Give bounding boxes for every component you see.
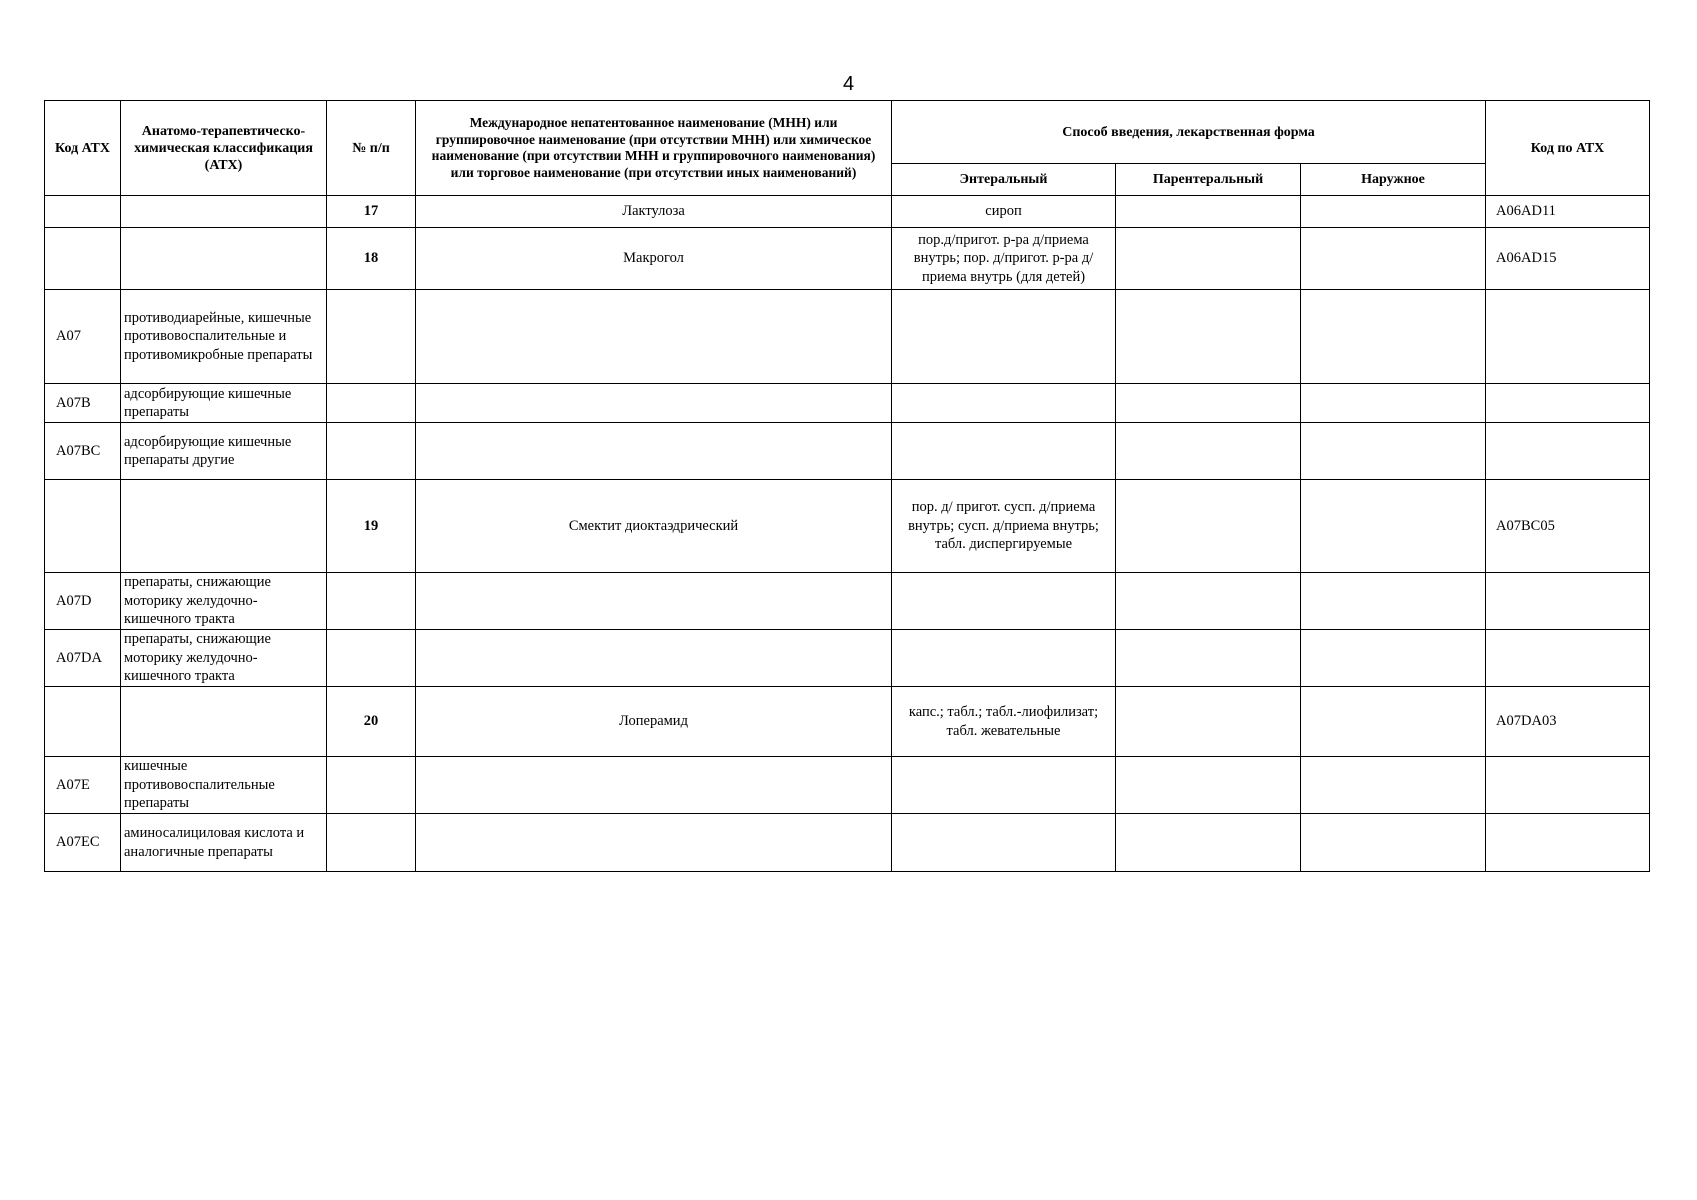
cell-parenteral bbox=[1116, 480, 1301, 573]
cell-enteral bbox=[892, 423, 1116, 480]
cell-parenteral bbox=[1116, 687, 1301, 757]
table-row bbox=[45, 228, 1650, 290]
cell-atc: A07DA03 bbox=[1486, 687, 1650, 757]
cell-parenteral bbox=[1116, 423, 1301, 480]
cell-parenteral bbox=[1116, 814, 1301, 872]
cell-atc bbox=[1486, 630, 1650, 687]
cell-external bbox=[1301, 573, 1486, 630]
header-number: № п/п bbox=[327, 101, 416, 196]
header-code: Код АТХ bbox=[45, 101, 121, 196]
cell-parenteral bbox=[1116, 757, 1301, 814]
header-route-group: Способ введения, лекарственная форма bbox=[892, 101, 1486, 164]
cell-name bbox=[416, 757, 892, 814]
cell-code: A07D bbox=[45, 573, 121, 630]
table-row bbox=[45, 480, 1650, 573]
cell-atc bbox=[1486, 757, 1650, 814]
cell-external bbox=[1301, 196, 1486, 228]
table-row bbox=[45, 573, 1650, 630]
cell-code: A07E bbox=[45, 757, 121, 814]
cell-name bbox=[416, 573, 892, 630]
page-number: 4 bbox=[842, 73, 855, 95]
cell-enteral: пор. д/ пригот. сусп. д/приема внутрь; сусп. д/приема внутрь; табл. диспергируемые bbox=[892, 480, 1116, 573]
cell-number: 17 bbox=[327, 196, 416, 228]
table-header bbox=[45, 101, 1650, 196]
header-atc-code: Код по АТХ bbox=[1486, 101, 1650, 196]
header-external: Наружное bbox=[1301, 164, 1486, 196]
cell-name: Смектит диоктаэдрический bbox=[416, 480, 892, 573]
cell-enteral bbox=[892, 384, 1116, 423]
table-row bbox=[45, 290, 1650, 384]
drug-table bbox=[44, 100, 1650, 872]
cell-classification bbox=[121, 228, 327, 290]
cell-parenteral bbox=[1116, 384, 1301, 423]
cell-name bbox=[416, 384, 892, 423]
cell-code bbox=[45, 480, 121, 573]
cell-atc bbox=[1486, 573, 1650, 630]
cell-number bbox=[327, 573, 416, 630]
cell-external bbox=[1301, 630, 1486, 687]
cell-parenteral bbox=[1116, 228, 1301, 290]
cell-external bbox=[1301, 228, 1486, 290]
cell-number bbox=[327, 423, 416, 480]
header-name: Международное непатентованное наименование (МНН) или группировочное наименование (при отсутствии МНН) или химическое наименование (при отсутствии МНН и группировочного наименования) или торговое наименование (при отсутствии иных наименований) bbox=[416, 101, 892, 196]
cell-code bbox=[45, 228, 121, 290]
cell-external bbox=[1301, 290, 1486, 384]
cell-atc: A06AD11 bbox=[1486, 196, 1650, 228]
cell-number: 19 bbox=[327, 480, 416, 573]
cell-atc bbox=[1486, 290, 1650, 384]
cell-name: Лактулоза bbox=[416, 196, 892, 228]
cell-external bbox=[1301, 814, 1486, 872]
cell-enteral: сироп bbox=[892, 196, 1116, 228]
cell-name: Макрогол bbox=[416, 228, 892, 290]
cell-parenteral bbox=[1116, 196, 1301, 228]
header-classification: Анатомо-терапевтическо-химическая классификация (АТХ) bbox=[121, 101, 327, 196]
cell-classification: аминосалициловая кислота и аналогичные препараты bbox=[121, 814, 327, 872]
table-row bbox=[45, 384, 1650, 423]
cell-classification: адсорбирующие кишечные препараты другие bbox=[121, 423, 327, 480]
cell-name bbox=[416, 423, 892, 480]
cell-code bbox=[45, 687, 121, 757]
cell-classification bbox=[121, 480, 327, 573]
cell-number bbox=[327, 630, 416, 687]
cell-atc: A07BC05 bbox=[1486, 480, 1650, 573]
table-row bbox=[45, 630, 1650, 687]
cell-classification: адсорбирующие кишечные препараты bbox=[121, 384, 327, 423]
cell-external bbox=[1301, 423, 1486, 480]
cell-classification: препараты, снижающие моторику желудочно-кишечного тракта bbox=[121, 630, 327, 687]
cell-classification: препараты, снижающие моторику желудочно-кишечного тракта bbox=[121, 573, 327, 630]
cell-parenteral bbox=[1116, 630, 1301, 687]
cell-parenteral bbox=[1116, 573, 1301, 630]
table-row bbox=[45, 423, 1650, 480]
cell-number bbox=[327, 290, 416, 384]
cell-number bbox=[327, 384, 416, 423]
header-parenteral: Парентеральный bbox=[1116, 164, 1301, 196]
cell-name bbox=[416, 814, 892, 872]
cell-enteral: капс.; табл.; табл.-лиофилизат; табл. жевательные bbox=[892, 687, 1116, 757]
table-body bbox=[45, 196, 1650, 872]
cell-enteral bbox=[892, 814, 1116, 872]
cell-code bbox=[45, 196, 121, 228]
cell-enteral bbox=[892, 630, 1116, 687]
cell-code: A07BC bbox=[45, 423, 121, 480]
cell-atc bbox=[1486, 384, 1650, 423]
cell-external bbox=[1301, 757, 1486, 814]
cell-number: 20 bbox=[327, 687, 416, 757]
cell-enteral: пор.д/пригот. р-ра д/приема внутрь; пор. д/пригот. р-ра д/приема внутрь (для детей) bbox=[892, 228, 1116, 290]
cell-atc: A06AD15 bbox=[1486, 228, 1650, 290]
table-row bbox=[45, 814, 1650, 872]
cell-atc bbox=[1486, 814, 1650, 872]
cell-number: 18 bbox=[327, 228, 416, 290]
cell-enteral bbox=[892, 290, 1116, 384]
cell-name: Лоперамид bbox=[416, 687, 892, 757]
cell-number bbox=[327, 814, 416, 872]
cell-classification bbox=[121, 687, 327, 757]
cell-classification bbox=[121, 196, 327, 228]
cell-name bbox=[416, 630, 892, 687]
cell-enteral bbox=[892, 757, 1116, 814]
table-row bbox=[45, 196, 1650, 228]
cell-code: A07EC bbox=[45, 814, 121, 872]
cell-atc bbox=[1486, 423, 1650, 480]
table-row bbox=[45, 757, 1650, 814]
header-enteral: Энтеральный bbox=[892, 164, 1116, 196]
table-row bbox=[45, 687, 1650, 757]
cell-parenteral bbox=[1116, 290, 1301, 384]
cell-name bbox=[416, 290, 892, 384]
cell-code: A07DA bbox=[45, 630, 121, 687]
cell-classification: кишечные противовоспалительные препараты bbox=[121, 757, 327, 814]
cell-enteral bbox=[892, 573, 1116, 630]
cell-external bbox=[1301, 480, 1486, 573]
cell-external bbox=[1301, 687, 1486, 757]
cell-code: A07B bbox=[45, 384, 121, 423]
cell-external bbox=[1301, 384, 1486, 423]
cell-code: A07 bbox=[45, 290, 121, 384]
cell-classification: противодиарейные, кишечные противовоспалительные и противомикробные препараты bbox=[121, 290, 327, 384]
cell-number bbox=[327, 757, 416, 814]
